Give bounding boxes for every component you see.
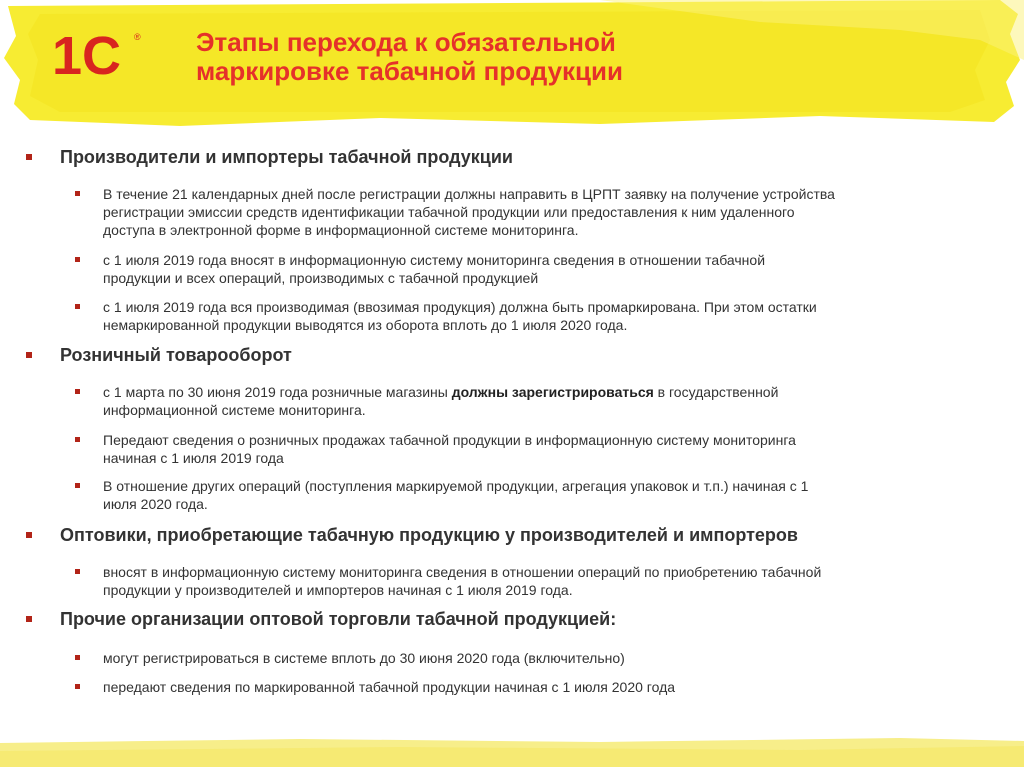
square-bullet-icon: [26, 532, 32, 538]
logo-text: 1С: [52, 26, 122, 84]
registered-mark: ®: [134, 32, 141, 42]
square-bullet-icon: [75, 655, 80, 660]
item-line: могут регистрироваться в системе вплоть до 30 июня 2020 года (включительно): [103, 650, 625, 666]
item-line: немаркированной продукции выводятся из оборота вплоть до 1 июля 2020 года.: [103, 317, 628, 333]
page-title: [196, 28, 623, 86]
square-bullet-icon: [75, 437, 80, 442]
square-bullet-icon: [75, 257, 80, 262]
item-line: [103, 383, 983, 401]
item-line: Передают сведения о розничных продажах табачной продукции в информационную систему мониторинга: [103, 432, 796, 448]
item-text: с 1 марта по 30 июня 2019 года розничные магазины: [103, 384, 452, 400]
item-emphasis: должны зарегистрироваться: [451, 384, 654, 400]
square-bullet-icon: [75, 684, 80, 689]
square-bullet-icon: [26, 352, 32, 358]
heading-text: Прочие организации оптовой торговли табачной продукцией:: [60, 609, 617, 629]
item-line: информационной системе мониторинга.: [103, 402, 366, 418]
title-line-1: Этапы перехода к обязательной: [196, 27, 616, 57]
item-line: В отношение других операций (поступления маркируемой продукции, агрегация упаковок и т.п.) начиная с 1: [103, 478, 809, 494]
footer-stripe: [0, 737, 1024, 767]
item-line: июля 2020 года.: [103, 496, 208, 512]
list-item: [103, 298, 983, 334]
square-bullet-icon: [75, 389, 80, 394]
square-bullet-icon: [75, 191, 80, 196]
item-line: начиная с 1 июля 2019 года: [103, 450, 284, 466]
list-item: [103, 649, 983, 667]
item-line: продукции у производителей и импортеров начиная с 1 июля 2019 года.: [103, 582, 573, 598]
list-item: [103, 431, 983, 467]
list-item: [103, 251, 983, 287]
item-line: регистрации эмиссии средств идентификации табачной продукции или предоставления к ним удаленного: [103, 204, 795, 220]
section-heading-other-wholesale: [60, 609, 616, 630]
heading-text: Розничный товарооборот: [60, 345, 292, 365]
square-bullet-icon: [26, 616, 32, 622]
title-line-2: маркировке табачной продукции: [196, 56, 623, 86]
item-line: передают сведения по маркированной табачной продукции начиная с 1 июля 2020 года: [103, 679, 676, 695]
section-heading-wholesalers: [60, 525, 798, 546]
list-item: [103, 477, 983, 513]
square-bullet-icon: [75, 569, 80, 574]
square-bullet-icon: [75, 304, 80, 309]
square-bullet-icon: [26, 154, 32, 160]
item-line: В течение 21 календарных дней после регистрации должны направить в ЦРПТ заявку на получение устройства: [103, 186, 835, 202]
square-bullet-icon: [75, 483, 80, 488]
section-heading-retail: [60, 345, 292, 366]
list-item: [103, 383, 983, 419]
heading-text: Оптовики, приобретающие табачную продукцию у производителей и импортеров: [60, 525, 798, 545]
list-item: [103, 185, 983, 239]
item-line: с 1 июля 2019 года вся производимая (ввозимая продукция) должна быть промаркирована. При этом остатки: [103, 299, 817, 315]
list-item: [103, 678, 983, 696]
item-line: доступа в электронной форме в информационной системе мониторинга.: [103, 222, 579, 238]
1c-logo: [52, 26, 152, 84]
section-heading-producers: [60, 147, 513, 168]
item-line: вносят в информационную систему мониторинга сведения в отношении операций по приобретению табачной: [103, 564, 822, 580]
heading-text: Производители и импортеры табачной продукции: [60, 147, 513, 167]
list-item: [103, 563, 983, 599]
item-line: продукции и всех операций, производимых с табачной продукцией: [103, 270, 539, 286]
item-text: в государственной: [653, 384, 779, 400]
item-line: с 1 июля 2019 года вносят в информационную систему мониторинга сведения в отношении табачной: [103, 252, 766, 268]
